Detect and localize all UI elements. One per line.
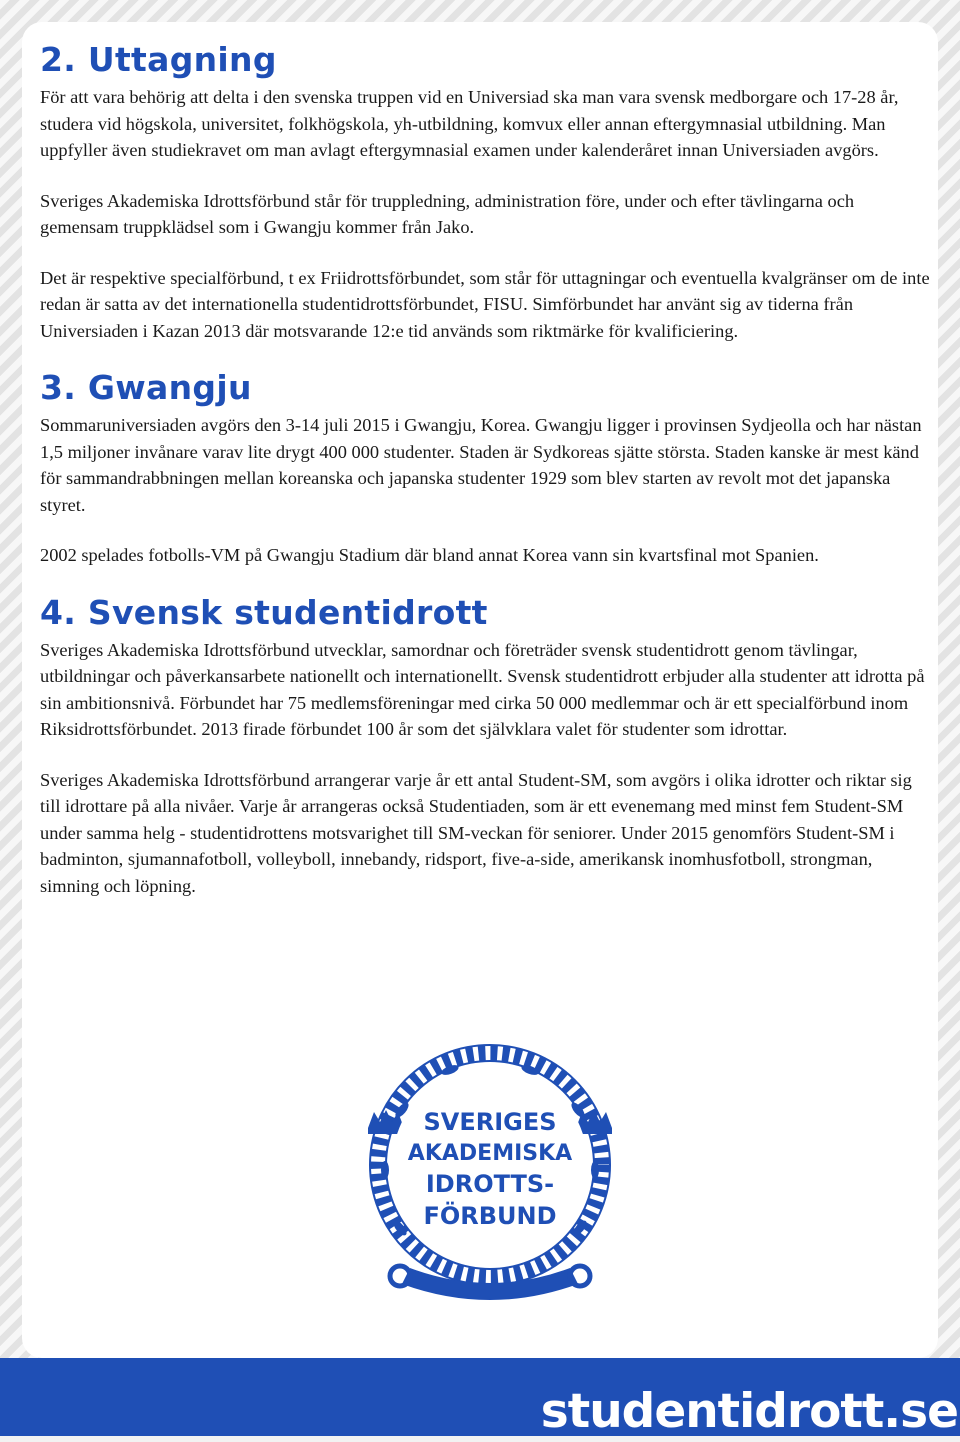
section-svensk-studentidrott <box>40 593 930 900</box>
paragraph: 2002 spelades fotbolls-VM på Gwangju Stadium där bland annat Korea vann sin kvartsfinal mot Spanien. <box>40 545 819 565</box>
section-heading: 2. Uttagning <box>40 40 277 79</box>
section-heading: 4. Svensk studentidrott <box>40 592 488 632</box>
footer-url[interactable]: studentidrott.se <box>540 1384 958 1439</box>
paragraph: Sommaruniversiaden avgörs den 3-14 juli 2015 i Gwangju, Korea. Gwangju ligger i provinsen Sydjeolla och har nästan 1,5 miljoner invånare varav lite drygt 400 000 studenter. Staden är Sydkoreas sjätte största. Staden kanske är mest känd för sammandrabbningen mellan koreanska och japanska studenter 1929 som blev starten av revolt mot det japanska styret. <box>40 415 922 515</box>
section-heading: 3. Gwangju <box>40 368 252 407</box>
paragraph: Sveriges Akademiska Idrottsförbund arrangerar varje år ett antal Student-SM, som avgörs i olika idrotter och riktar sig till idrottare på alla nivåer. Varje år arrangeras också Studentiaden, som är ett evenemang med minst fem Student-SM under samma helg - studentidrottens motsvarighet till SM-veckan för seniorer. Under 2015 genomförs Student-SM i badminton, sjumannafotboll, volleyboll, innebandy, ridsport, five-a-side, amerikansk inomhusfotboll, strongman, simning och löpning. <box>40 769 912 896</box>
logo-text-line: FÖRBUND <box>423 1202 557 1230</box>
logo-text-line: SVERIGES <box>423 1108 557 1136</box>
paragraph: Sveriges Akademiska Idrottsförbund står för truppledning, administration före, under och efter tävlingarna och gemensam truppklädsel som i Gwangju kommer från Jako. <box>40 190 855 237</box>
paragraph: Det är respektive specialförbund, t ex Friidrottsförbundet, som står för uttagningar och eventuella kvalgränser om de inte redan är satta av det internationella studentidrottsförbundet, FISU. Simförbundet har använt sig av tiderna från Universiaden i Kazan 2013 där motsvarande 12:e tid används som riktmärke för kvalificiering. <box>40 267 930 341</box>
paragraph: För att vara behörig att delta i den svenska truppen vid en Universiad ska man vara svensk medborgare och 17-28 år, studera vid högskola, universitet, folkhögskola, yh-utbildning, komvux eller annan eftergymnasial utbildning. Man uppfyller även studiekravet om man avlagt eftergymnasial examen under kalenderåret innan Universiaden avgörs. <box>40 87 899 160</box>
section-uttagning <box>40 40 930 344</box>
footer-bar <box>0 1358 960 1439</box>
section-gwangju <box>40 368 930 569</box>
document-body <box>40 40 930 923</box>
sveriges-akademiska-idrottsforbund-logo <box>340 1040 640 1310</box>
logo-text-line: IDROTTS- <box>425 1170 555 1198</box>
paragraph: Sveriges Akademiska Idrottsförbund utvecklar, samordnar och företräder svensk studentidrott genom tävlingar, utbildningar och påverkansarbete nationellt och internationellt. Svensk studentidrott erbjuder alla studenter att idrotta på sin ambitionsnivå. Förbundet har 75 medlemsföreningar med cirka 50 000 medlemmar och är ett specialförbund inom Riksidrottsförbundet. 2013 firade förbundet 100 år som det självklara valet för studenter som idrottar. <box>40 639 925 739</box>
logo-text-line: AKADEMISKA <box>407 1141 573 1166</box>
